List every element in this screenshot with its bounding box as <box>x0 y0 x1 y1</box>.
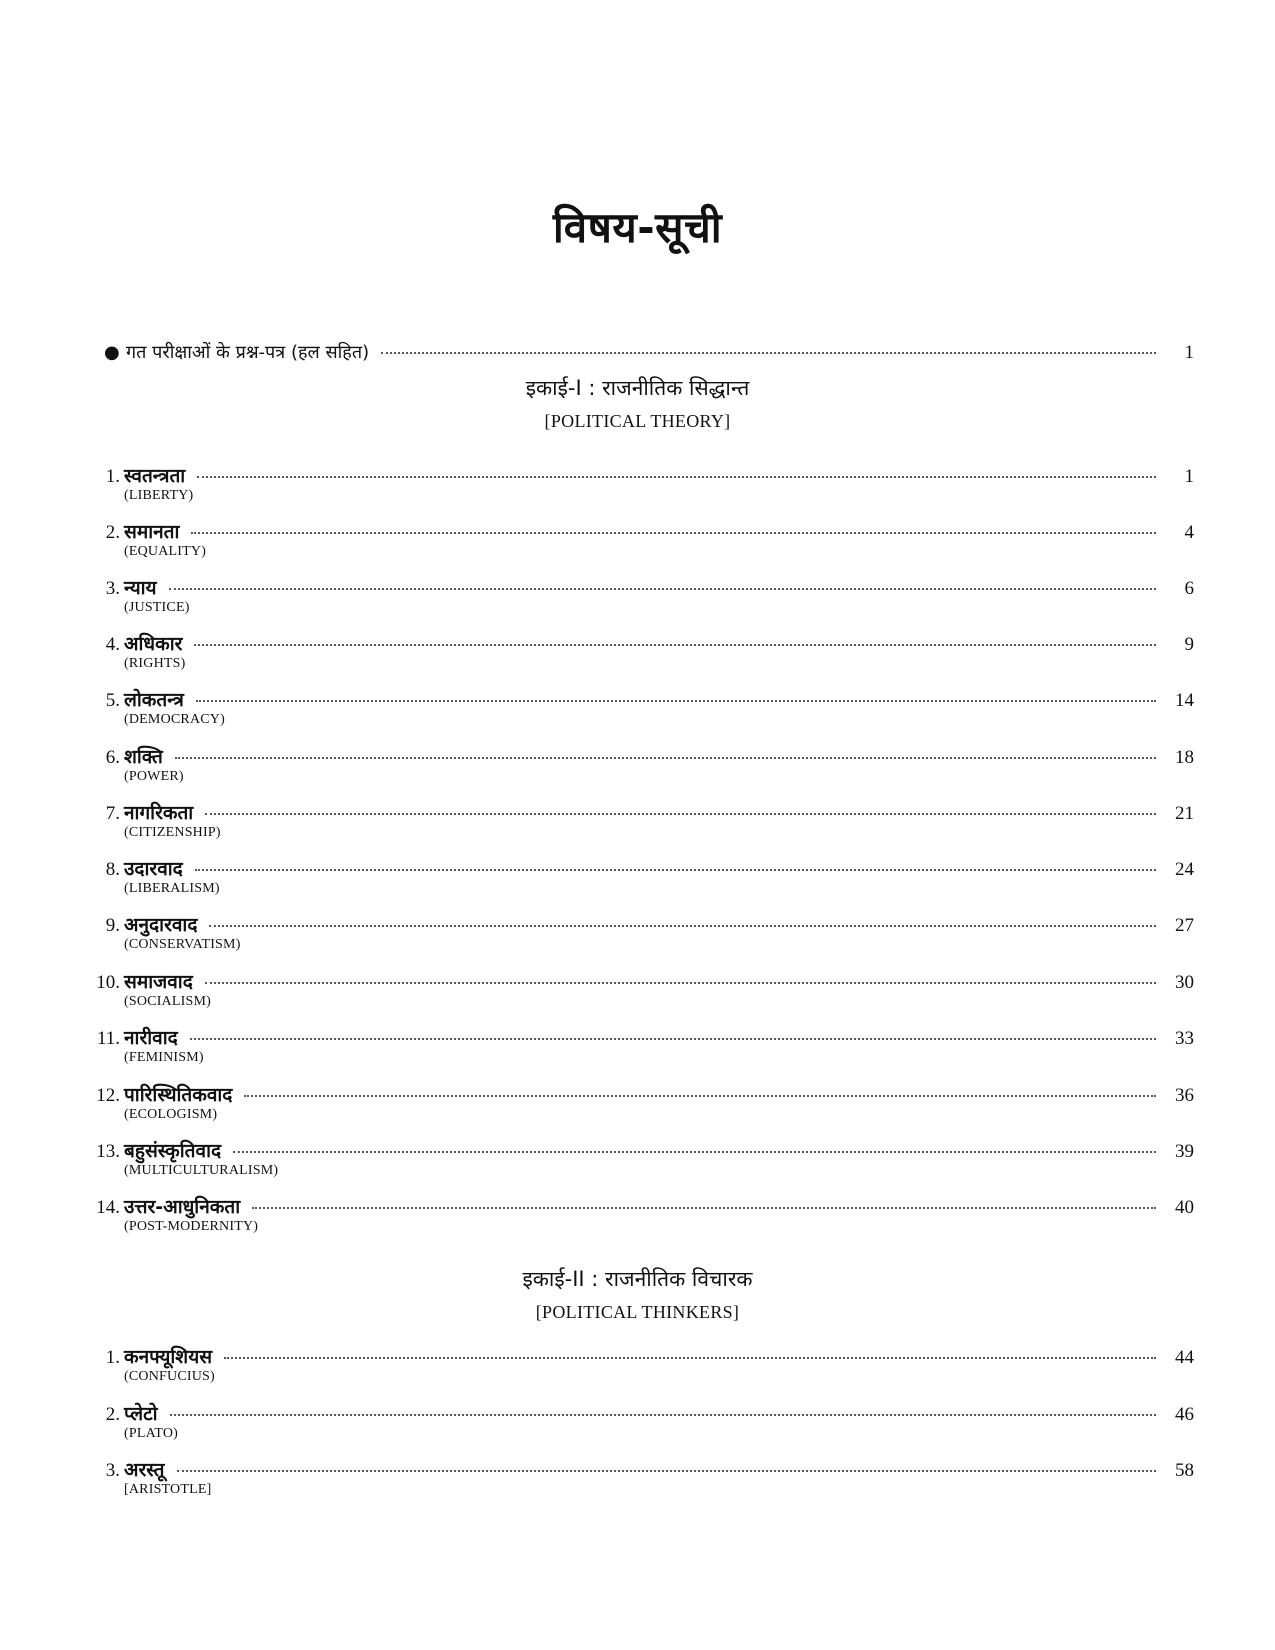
page-number: 39 <box>1175 1141 1194 1162</box>
entry-title: अधिकार <box>124 633 183 655</box>
entry-title: अनुदारवाद <box>124 914 198 936</box>
page-number: 24 <box>1175 859 1194 880</box>
entry-number: 2. <box>105 1404 120 1425</box>
entry-title: पारिस्थितिकवाद <box>124 1084 233 1106</box>
dot-leader <box>196 700 1156 702</box>
dot-leader <box>381 352 1156 354</box>
entry-english: (CITIZENSHIP) <box>124 825 221 840</box>
entry-english: (SOCIALISM) <box>124 994 211 1009</box>
page-number: 44 <box>1175 1347 1194 1368</box>
entry-number: 12. <box>96 1085 120 1106</box>
entry-number: 4. <box>105 634 120 655</box>
entry-english: (ECOLOGISM) <box>124 1107 218 1122</box>
previous-papers-label: गत परीक्षाओं के प्रश्न-पत्र (हल सहित) <box>126 342 370 363</box>
previous-papers-row <box>104 340 1194 366</box>
page-number: 4 <box>1184 522 1194 543</box>
page-number: 1 <box>1184 466 1194 487</box>
entry-number: 14. <box>96 1197 120 1218</box>
dot-leader <box>177 1470 1156 1472</box>
dot-leader <box>252 1207 1156 1209</box>
entry-number: 7. <box>105 803 120 824</box>
entry-title: अरस्तू <box>124 1459 165 1481</box>
page-number: 21 <box>1175 803 1194 824</box>
page-number: 58 <box>1175 1460 1194 1481</box>
entry-english: (RIGHTS) <box>124 656 186 671</box>
toc-entry <box>84 855 1194 903</box>
page-number: 18 <box>1175 747 1194 768</box>
entry-title: नागरिकता <box>124 802 194 824</box>
entry-english: (EQUALITY) <box>124 544 207 559</box>
page-number: 40 <box>1175 1197 1194 1218</box>
entry-number: 3. <box>105 578 120 599</box>
page-number: 30 <box>1175 972 1194 993</box>
entry-english: [ARISTOTLE] <box>124 1482 212 1497</box>
entry-number: 1. <box>105 466 120 487</box>
dot-leader <box>224 1357 1156 1359</box>
entry-title: स्वतन्त्रता <box>124 465 186 487</box>
entry-english: (CONSERVATISM) <box>124 937 241 952</box>
entry-number: 10. <box>96 972 120 993</box>
entry-english: (DEMOCRACY) <box>124 712 225 727</box>
entry-number: 9. <box>105 915 120 936</box>
unit-heading: इकाई-I : राजनीतिक सिद्धान्त <box>525 376 750 400</box>
entry-english: (LIBERALISM) <box>124 881 220 896</box>
toc-entry <box>84 518 1194 566</box>
entry-title: प्लेटो <box>124 1403 158 1425</box>
dot-leader <box>233 1151 1156 1153</box>
entry-title: उत्तर-आधुनिकता <box>124 1196 241 1218</box>
entry-title: शक्ति <box>124 746 163 768</box>
toc-entry <box>84 1343 1194 1391</box>
dot-leader <box>169 588 1156 590</box>
toc-entry <box>84 1137 1194 1185</box>
dot-leader <box>191 532 1156 534</box>
toc-entry <box>84 1193 1194 1241</box>
page-number: 14 <box>1175 690 1194 711</box>
toc-entry <box>84 743 1194 791</box>
toc-entry <box>84 1400 1194 1448</box>
entry-number: 8. <box>105 859 120 880</box>
toc-entry <box>84 1456 1194 1504</box>
entry-english: (JUSTICE) <box>124 600 190 615</box>
entry-number: 1. <box>105 1347 120 1368</box>
page-number: 27 <box>1175 915 1194 936</box>
toc-entry <box>84 574 1194 622</box>
toc-entry <box>84 911 1194 959</box>
bullet-icon: ● <box>104 342 120 363</box>
entry-english: (MULTICULTURALISM) <box>124 1163 279 1178</box>
dot-leader <box>205 813 1156 815</box>
page-number: 6 <box>1184 578 1194 599</box>
entry-english: (POST-MODERNITY) <box>124 1219 259 1234</box>
page-number: 36 <box>1175 1085 1194 1106</box>
toc-entry <box>84 1024 1194 1072</box>
entry-title: नारीवाद <box>124 1027 178 1049</box>
page-number: 46 <box>1175 1404 1194 1425</box>
entry-english: (POWER) <box>124 769 184 784</box>
dot-leader <box>195 869 1156 871</box>
toc-entry <box>84 1081 1194 1129</box>
dot-leader <box>244 1095 1156 1097</box>
unit-subheading: [POLITICAL THEORY] <box>544 411 731 431</box>
toc-entry <box>84 630 1194 678</box>
dot-leader <box>194 644 1156 646</box>
unit-heading: इकाई-II : राजनीतिक विचारक <box>522 1267 753 1291</box>
dot-leader <box>190 1038 1156 1040</box>
entry-title: समानता <box>124 521 180 543</box>
page-number: 9 <box>1184 634 1194 655</box>
unit-subheading: [POLITICAL THINKERS] <box>535 1302 740 1322</box>
entry-title: कनफ्यूशियस <box>124 1346 213 1368</box>
entry-number: 5. <box>105 690 120 711</box>
dot-leader <box>197 476 1156 478</box>
page-number: 1 <box>1184 342 1194 363</box>
dot-leader <box>170 1414 1156 1416</box>
toc-entry <box>84 799 1194 847</box>
toc-entry <box>84 686 1194 734</box>
entry-english: (PLATO) <box>124 1426 179 1441</box>
dot-leader <box>209 925 1156 927</box>
entry-title: बहुसंस्कृतिवाद <box>124 1140 222 1162</box>
page-number: 33 <box>1175 1028 1194 1049</box>
entry-number: 3. <box>105 1460 120 1481</box>
entry-title: उदारवाद <box>124 858 183 880</box>
dot-leader <box>175 757 1156 759</box>
entry-english: (FEMINISM) <box>124 1050 204 1065</box>
dot-leader <box>205 982 1156 984</box>
entry-english: (LIBERTY) <box>124 488 194 503</box>
toc-entry <box>84 968 1194 1016</box>
entry-title: समाजवाद <box>124 971 193 993</box>
entry-english: (CONFUCIUS) <box>124 1369 215 1384</box>
entry-number: 11. <box>96 1028 120 1049</box>
entry-number: 6. <box>105 747 120 768</box>
entry-title: न्याय <box>124 577 157 599</box>
entry-title: लोकतन्त्र <box>124 689 184 711</box>
entry-number: 2. <box>105 522 120 543</box>
page-title: विषय-सूची <box>552 203 723 252</box>
entry-number: 13. <box>96 1141 120 1162</box>
toc-entry <box>84 462 1194 510</box>
